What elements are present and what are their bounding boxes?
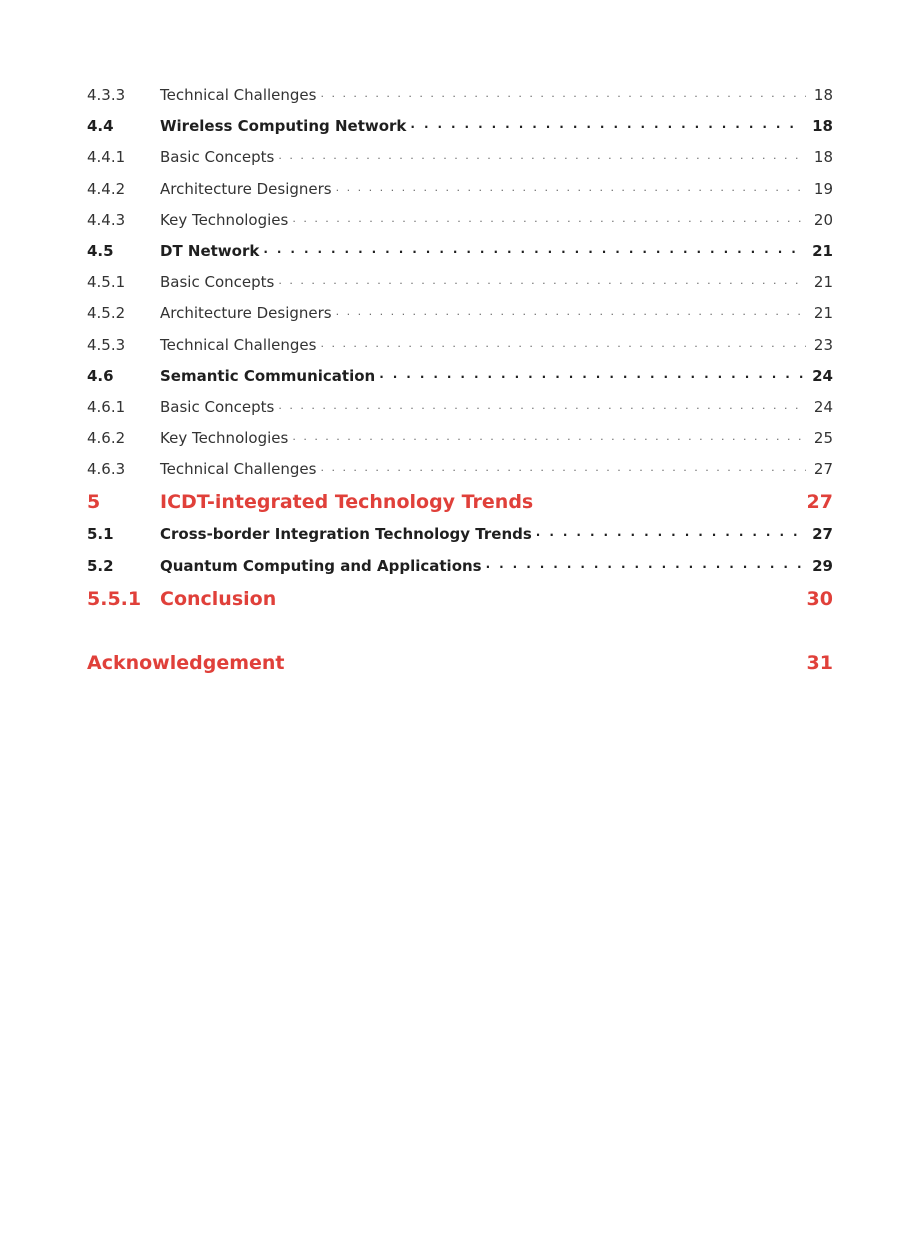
toc-entry[interactable] bbox=[87, 551, 833, 582]
toc-entry-number: 5 bbox=[87, 491, 101, 514]
toc-entry-title: Wireless Computing Network bbox=[160, 117, 407, 136]
dot-leader bbox=[278, 143, 806, 174]
toc-entry-title: Architecture Designers bbox=[160, 304, 332, 323]
toc-entry[interactable] bbox=[87, 267, 833, 298]
toc-entry-number: 4.5.1 bbox=[87, 273, 126, 292]
toc-entry-number: 4.5 bbox=[87, 241, 114, 260]
toc-entry-page: 21 bbox=[813, 273, 833, 292]
toc-entry[interactable] bbox=[87, 298, 833, 329]
toc-entry-number: 4.4 bbox=[87, 117, 114, 136]
toc-acknowledgement-entry[interactable] bbox=[87, 646, 833, 680]
toc-entry-title: Quantum Computing and Applications bbox=[160, 556, 482, 575]
dot-leader bbox=[336, 175, 806, 206]
toc-entry-number: 4.5.3 bbox=[87, 335, 126, 354]
table-of-contents bbox=[87, 80, 833, 680]
toc-entry-title: Basic Concepts bbox=[160, 148, 275, 167]
dot-leader bbox=[320, 331, 805, 362]
toc-entry[interactable] bbox=[87, 142, 833, 173]
toc-entry-title: Technical Challenges bbox=[160, 86, 317, 104]
dot-leader bbox=[486, 552, 805, 583]
toc-entry-number: 4.3.3 bbox=[87, 86, 126, 104]
toc-entry-title: Cross-border Integration Technology Trends bbox=[160, 525, 532, 544]
toc-entry[interactable] bbox=[87, 423, 833, 454]
toc-entry[interactable] bbox=[87, 361, 833, 392]
toc-entry[interactable] bbox=[87, 174, 833, 205]
toc-entry[interactable] bbox=[87, 519, 833, 550]
toc-entry[interactable] bbox=[87, 111, 833, 142]
dot-leader bbox=[379, 362, 804, 393]
toc-chapter-entry[interactable] bbox=[87, 582, 833, 616]
toc-entry-number: 4.4.1 bbox=[87, 148, 126, 167]
toc-entry-title: Acknowledgement bbox=[87, 651, 285, 674]
toc-entry[interactable] bbox=[87, 236, 833, 267]
toc-entry-page: 18 bbox=[812, 117, 833, 136]
toc-entry-title: Basic Concepts bbox=[160, 273, 275, 292]
dot-leader bbox=[410, 112, 804, 143]
toc-entry-page: 24 bbox=[813, 397, 833, 416]
toc-entry[interactable] bbox=[87, 80, 833, 111]
toc-entry-page: 27 bbox=[806, 491, 833, 514]
toc-entry-page: 19 bbox=[813, 179, 833, 198]
toc-entry-page: 27 bbox=[812, 525, 833, 544]
toc-entry-number: 4.6.1 bbox=[87, 397, 126, 416]
toc-entry-page: 18 bbox=[813, 86, 833, 104]
toc-entry[interactable] bbox=[87, 330, 833, 361]
toc-entry-number: 5.5.1 bbox=[87, 587, 142, 610]
toc-entry-number: 5.1 bbox=[87, 525, 114, 544]
dot-leader bbox=[278, 393, 806, 424]
dot-leader bbox=[263, 237, 804, 268]
toc-entry-number: 5.2 bbox=[87, 556, 114, 575]
dot-leader bbox=[278, 268, 806, 299]
toc-chapter-entry[interactable] bbox=[87, 485, 833, 519]
toc-entry-page: 21 bbox=[812, 241, 833, 260]
toc-entry[interactable] bbox=[87, 454, 833, 485]
toc-entry-page: 27 bbox=[813, 460, 833, 479]
toc-entry[interactable] bbox=[87, 205, 833, 236]
dot-leader bbox=[292, 206, 806, 237]
toc-entry-title: Semantic Communication bbox=[160, 366, 376, 385]
toc-entry-title: ICDT-integrated Technology Trends bbox=[160, 491, 534, 514]
toc-entry-number: 4.5.2 bbox=[87, 304, 126, 323]
toc-entry-title: Key Technologies bbox=[160, 429, 289, 448]
toc-entry-page: 30 bbox=[806, 587, 833, 610]
toc-entry-title: DT Network bbox=[160, 241, 260, 260]
toc-entry-title: Conclusion bbox=[160, 587, 277, 610]
dot-leader bbox=[292, 424, 806, 455]
toc-entry-page: 21 bbox=[813, 304, 833, 323]
toc-entry-page: 20 bbox=[813, 210, 833, 229]
section-gap bbox=[87, 616, 833, 646]
dot-leader bbox=[336, 299, 806, 330]
toc-entry-title: Architecture Designers bbox=[160, 179, 332, 198]
toc-entry[interactable] bbox=[87, 392, 833, 423]
toc-entry-number: 4.6.2 bbox=[87, 429, 126, 448]
toc-entry-number: 4.4.3 bbox=[87, 210, 126, 229]
toc-entry-page: 25 bbox=[813, 429, 833, 448]
dot-leader bbox=[320, 455, 805, 486]
toc-entry-number: 4.4.2 bbox=[87, 179, 126, 198]
toc-entry-page: 29 bbox=[812, 556, 833, 575]
toc-entry-page: 18 bbox=[813, 148, 833, 167]
dot-leader bbox=[320, 81, 805, 112]
toc-entry-page: 23 bbox=[813, 335, 833, 354]
toc-entry-number: 4.6.3 bbox=[87, 460, 126, 479]
toc-entry-page: 31 bbox=[806, 651, 833, 674]
toc-entry-title: Technical Challenges bbox=[160, 460, 317, 479]
toc-entry-title: Basic Concepts bbox=[160, 397, 275, 416]
toc-entry-number: 4.6 bbox=[87, 366, 114, 385]
toc-entry-title: Key Technologies bbox=[160, 210, 289, 229]
toc-entry-title: Technical Challenges bbox=[160, 335, 317, 354]
dot-leader bbox=[536, 520, 804, 551]
toc-entry-page: 24 bbox=[812, 366, 833, 385]
